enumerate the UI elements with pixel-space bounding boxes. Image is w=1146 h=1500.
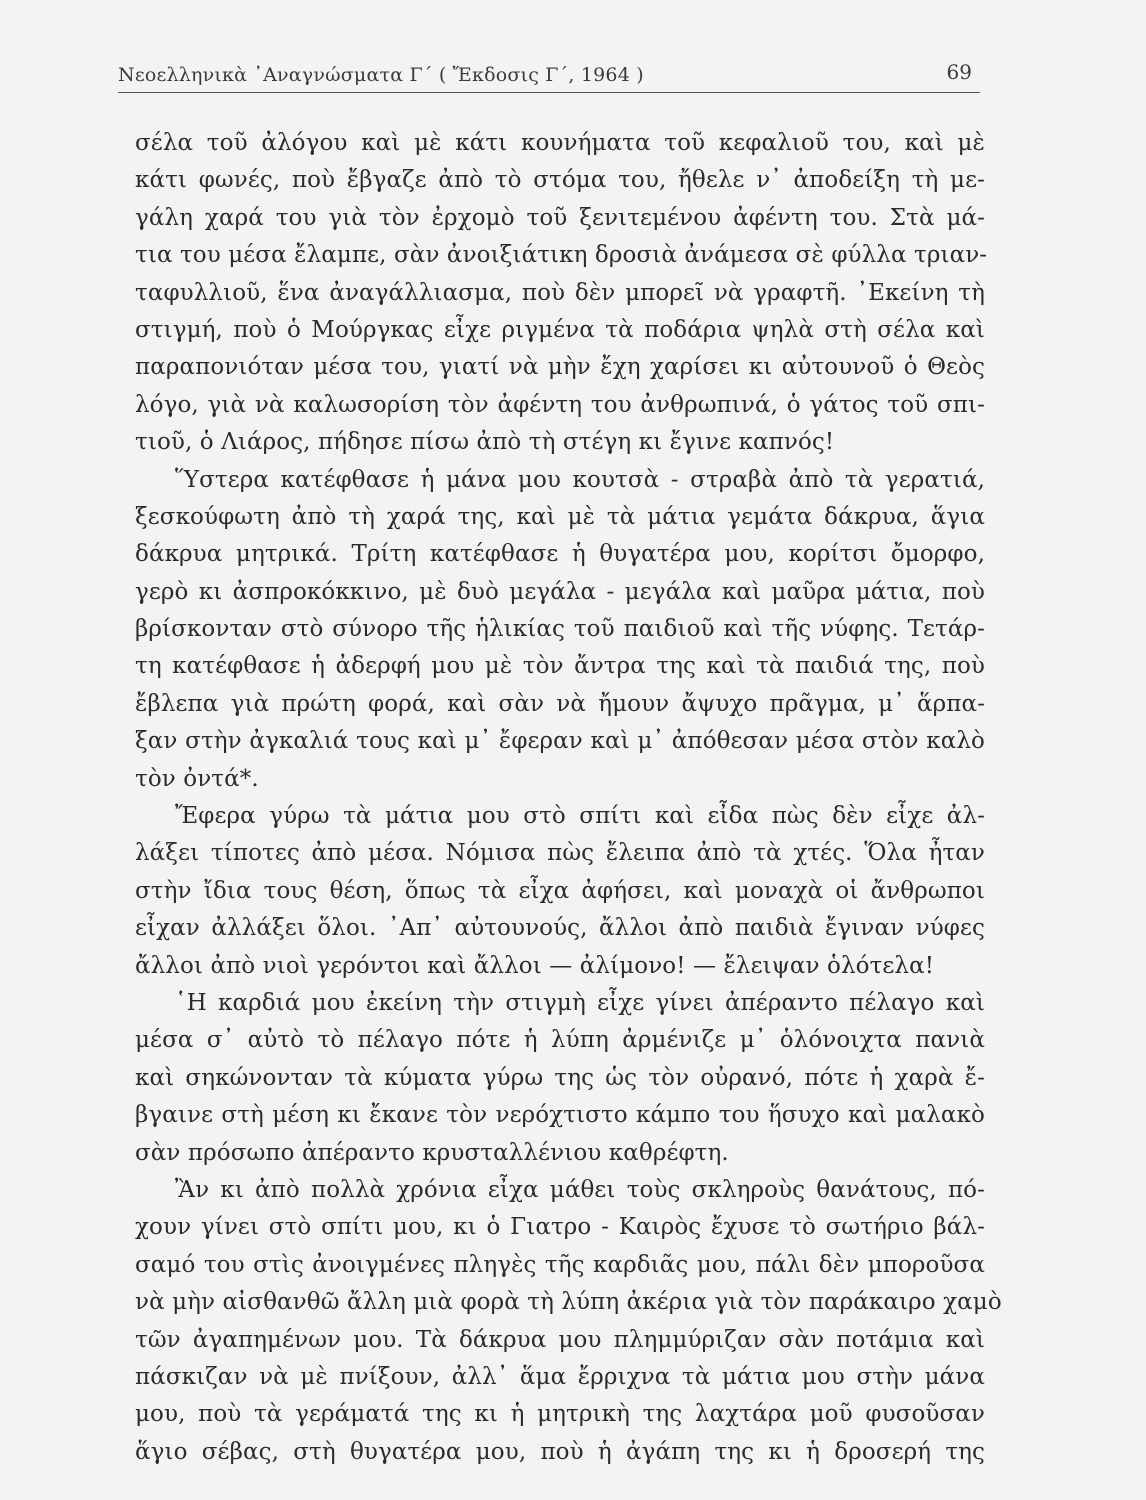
text-line: κάτι φωνές, ποὺ ἔβγαζε ἀπὸ τὸ στόμα του, ἤθελε ν᾿ ἀποδείξη τὴ με- (135, 167, 985, 194)
text-line: νὰ μὴν αἰσθανθῶ ἄλλη μιὰ φορὰ τὴ λύπη ἀκέρια γιὰ τὸν παράκαιρο χαμὸ (135, 1289, 1002, 1316)
text-line: τη κατέφθασε ἡ ἀδερφή μου μὲ τὸν ἄντρα της καὶ τὰ παιδιά της, ποὺ (135, 653, 985, 680)
text-line: ξαν στὴν ἀγκαλιά τους καὶ μ᾿ ἔφεραν καὶ μ᾿ ἀπόθεσαν μέσα στὸν καλὸ (135, 728, 985, 755)
page-header (118, 60, 980, 93)
page-number: 69 (946, 60, 972, 84)
text-line: γάλη χαρά του γιὰ τὸν ἐρχομὸ τοῦ ξενιτεμένου ἀφέντη του. Στὰ μά- (135, 204, 985, 231)
body-text (135, 125, 1002, 1471)
running-head: Νεοελληνικὰ ᾿Αναγνώσματα Γ΄ ( Ἔκδοσις Γ΄, 1964 ) (118, 64, 644, 86)
text-line: ξεσκούφωτη ἀπὸ τὴ χαρά της, καὶ μὲ τὰ μάτια γεμάτα δάκρυα, ἅγια (135, 503, 985, 530)
text-line: ἄλλοι ἀπὸ νιοὶ γερόντοι καὶ ἄλλοι — ἀλίμονο! — ἔλειψαν ὁλότελα! (135, 952, 935, 979)
text-line: Ὕστερα κατέφθασε ἡ μάνα μου κουτσὰ - στραβὰ ἀπὸ τὰ γερατιά, (175, 466, 985, 493)
text-line: σὰν πρόσωπο ἀπέραντο κρυσταλλένιου καθρέφτη. (135, 1139, 729, 1166)
text-line: ἅγιο σέβας, στὴ θυγατέρα μου, ποὺ ἡ ἀγάπη της κι ἡ δροσερή της (135, 1438, 985, 1465)
text-line: Ἂν κι ἀπὸ πολλὰ χρόνια εἶχα μάθει τοὺς σκληροὺς θανάτους, πό- (175, 1176, 985, 1203)
text-line: χουν γίνει στὸ σπίτι μου, κι ὁ Γιατρο - Καιρὸς ἔχυσε τὸ σωτήριο βάλ- (135, 1214, 985, 1241)
text-line: λόγο, γιὰ νὰ καλωσορίση τὸν ἀφέντη του ἀνθρωπινά, ὁ γάτος τοῦ σπι- (135, 391, 985, 418)
text-line: σέλα τοῦ ἀλόγου καὶ μὲ κάτι κουνήματα τοῦ κεφαλιοῦ του, καὶ μὲ (135, 130, 985, 156)
text-line: τὸν ὀντά*. (135, 765, 259, 792)
text-line: Ἔφερα γύρω τὰ μάτια μου στὸ σπίτι καὶ εἶδα πὼς δὲν εἶχε ἀλ- (175, 803, 985, 830)
text-line: τιοῦ, ὁ Λιάρος, πήδησε πίσω ἀπὸ τὴ στέγη κι ἔγινε καπνός! (135, 429, 835, 456)
text-line: βγαινε στὴ μέση κι ἔκανε τὸν νερόχτιστο κάμπο του ἥσυχο καὶ μαλακὸ (135, 1102, 985, 1129)
text-line: λάξει τίποτες ἀπὸ μέσα. Νόμισα πὼς ἔλειπα ἀπὸ τὰ χτές. Ὅλα ἦταν (135, 840, 985, 867)
text-line: ἔβλεπα γιὰ πρώτη φορά, καὶ σὰν νὰ ἤμουν ἄψυχο πρᾶγμα, μ᾿ ἅρπα- (135, 690, 985, 717)
text-line: βρίσκονταν στὸ σύνορο τῆς ἡλικίας τοῦ παιδιοῦ καὶ τῆς νύφης. Τετάρ- (135, 616, 985, 643)
text-line: καὶ σηκώνονταν τὰ κύματα γύρω της ὡς τὸν οὐρανό, πότε ἡ χαρὰ ἔ- (135, 1064, 985, 1091)
text-line: δάκρυα μητρικά. Τρίτη κατέφθασε ἡ θυγατέρα μου, κορίτσι ὄμορφο, (135, 541, 985, 568)
text-line: ῾Η καρδιά μου ἐκείνη τὴν στιγμὴ εἶχε γίνει ἀπέραντο πέλαγο καὶ (175, 989, 985, 1016)
text-line: σαμό του στὶς ἀνοιγμένες πληγὲς τῆς καρδιᾶς μου, πάλι δὲν μποροῦσα (135, 1251, 985, 1278)
text-line: γερὸ κι ἀσπροκόκκινο, μὲ δυὸ μεγάλα - μεγάλα καὶ μαῦρα μάτια, ποὺ (135, 578, 985, 605)
text-line: ταφυλλιοῦ, ἕνα ἀναγάλλιασμα, ποὺ δὲν μπορεῖ νὰ γραφτῆ. ᾿Εκείνη τὴ (135, 279, 985, 306)
text-line: τῶν ἀγαπημένων μου. Τὰ δάκρυα μου πλημμύριζαν σὰν ποτάμια καὶ (135, 1326, 985, 1353)
text-line: μέσα σ᾿ αὐτὸ τὸ πέλαγο πότε ἡ λύπη ἀρμένιζε μ᾿ ὁλόνοιχτα πανιὰ (135, 1027, 985, 1054)
text-line: στιγμή, ποὺ ὁ Μούργκας εἶχε ριγμένα τὰ ποδάρια ψηλὰ στὴ σέλα καὶ (135, 316, 985, 343)
text-line: στὴν ἴδια τους θέση, ὅπως τὰ εἶχα ἀφήσει, καὶ μοναχὰ οἱ ἄνθρωποι (135, 877, 985, 904)
text-line: μου, ποὺ τὰ γεράματά της κι ἡ μητρικὴ της λαχτάρα μοῦ φυσοῦσαν (135, 1401, 985, 1428)
text-line: παραπονιόταν μέσα του, γιατί νὰ μὴν ἔχη χαρίσει κι αὐτουνοῦ ὁ Θεὸς (135, 354, 985, 381)
text-line: πάσκιζαν νὰ μὲ πνίξουν, ἀλλ᾿ ἅμα ἔρριχνα τὰ μάτια μου στὴν μάνα (135, 1363, 985, 1390)
text-line: εἶχαν ἀλλάξει ὅλοι. ᾿Απ᾿ αὐτουνούς, ἄλλοι ἀπὸ παιδιὰ ἔγιναν νύφες (135, 915, 985, 942)
text-line: τια του μέσα ἔλαμπε, σὰν ἀνοιξιάτικη δροσιὰ ἀνάμεσα σὲ φύλλα τριαν- (135, 242, 988, 269)
